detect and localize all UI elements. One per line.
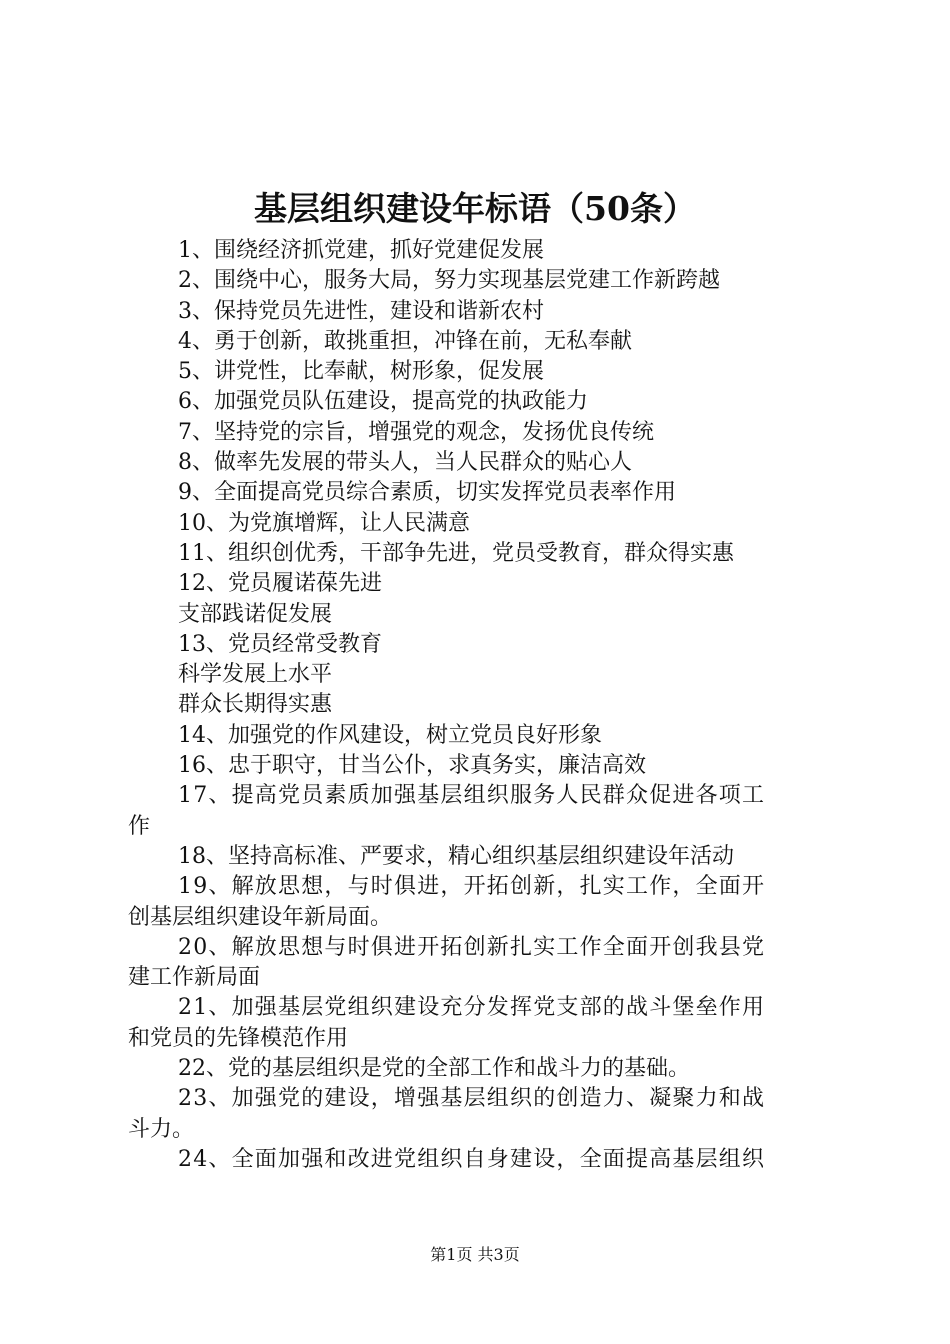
- text-line: 2、围绕中心，服务大局，努力实现基层党建工作新跨越: [178, 268, 720, 294]
- text-line: 群众长期得实惠: [178, 692, 333, 718]
- text-line: 6、加强党员队伍建设，提高党的执政能力: [178, 389, 588, 415]
- text-line: 支部践诺促发展: [178, 601, 333, 627]
- text-line: 13、党员经常受教育: [178, 631, 382, 657]
- text-line: 4、勇于创新，敢挑重担，冲锋在前，无私奉献: [178, 328, 632, 354]
- page-number: 第1页 共3页: [430, 1245, 520, 1264]
- text-line: 16、忠于职守，甘当公仆，求真务实，廉洁高效: [178, 753, 646, 779]
- text-line: 22、党的基层组织是党的全部工作和战斗力的基础。: [178, 1056, 690, 1082]
- text-line: 23、加强党的建设，增强基层组织的创造力、凝聚力和战: [178, 1086, 766, 1112]
- text-line: 12、党员履诺葆先进: [178, 571, 382, 597]
- text-line: 3、保持党员先进性，建设和谐新农村: [178, 298, 544, 324]
- text-line: 10、为党旗增辉，让人民满意: [178, 510, 470, 536]
- text-line: 11、组织创优秀，干部争先进，党员受教育，群众得实惠: [178, 540, 734, 566]
- text-line: 1、围绕经济抓党建，抓好党建促发展: [178, 238, 544, 263]
- text-line: 科学发展上水平: [178, 662, 333, 688]
- text-line: 14、加强党的作风建设，树立党员良好形象: [178, 722, 602, 748]
- text-line: 8、做率先发展的带头人，当人民群众的贴心人: [178, 450, 632, 476]
- document-title: 基层组织建设年标语（50条）: [254, 189, 696, 228]
- text-line: 21、加强基层党组织建设充分发挥党支部的战斗堡垒作用: [178, 995, 766, 1021]
- text-line: 创基层组织建设年新局面。: [128, 904, 393, 930]
- text-line: 斗力。: [128, 1116, 195, 1142]
- text-line: 作: [128, 813, 151, 839]
- text-line: 建工作新局面: [128, 965, 261, 991]
- text-line: 19、解放思想，与时俱进，开拓创新，扎实工作，全面开: [178, 874, 766, 900]
- text-line: 和党员的先锋模范作用: [128, 1025, 349, 1051]
- text-line: 7、坚持党的宗旨，增强党的观念，发扬优良传统: [178, 419, 654, 445]
- document-body: [128, 236, 833, 1175]
- text-line: 5、讲党性，比奉献，树形象，促发展: [178, 359, 544, 385]
- text-line: 9、全面提高党员综合素质，切实发挥党员表率作用: [178, 480, 676, 506]
- text-line: 18、坚持高标准、严要求，精心组织基层组织建设年活动: [178, 843, 734, 869]
- text-line: 17、提高党员素质加强基层组织服务人民群众促进各项工: [178, 783, 766, 809]
- text-line: 20、解放思想与时俱进开拓创新扎实工作全面开创我县党: [178, 934, 766, 960]
- text-line: 24、全面加强和改进党组织自身建设，全面提高基层组织: [178, 1146, 766, 1172]
